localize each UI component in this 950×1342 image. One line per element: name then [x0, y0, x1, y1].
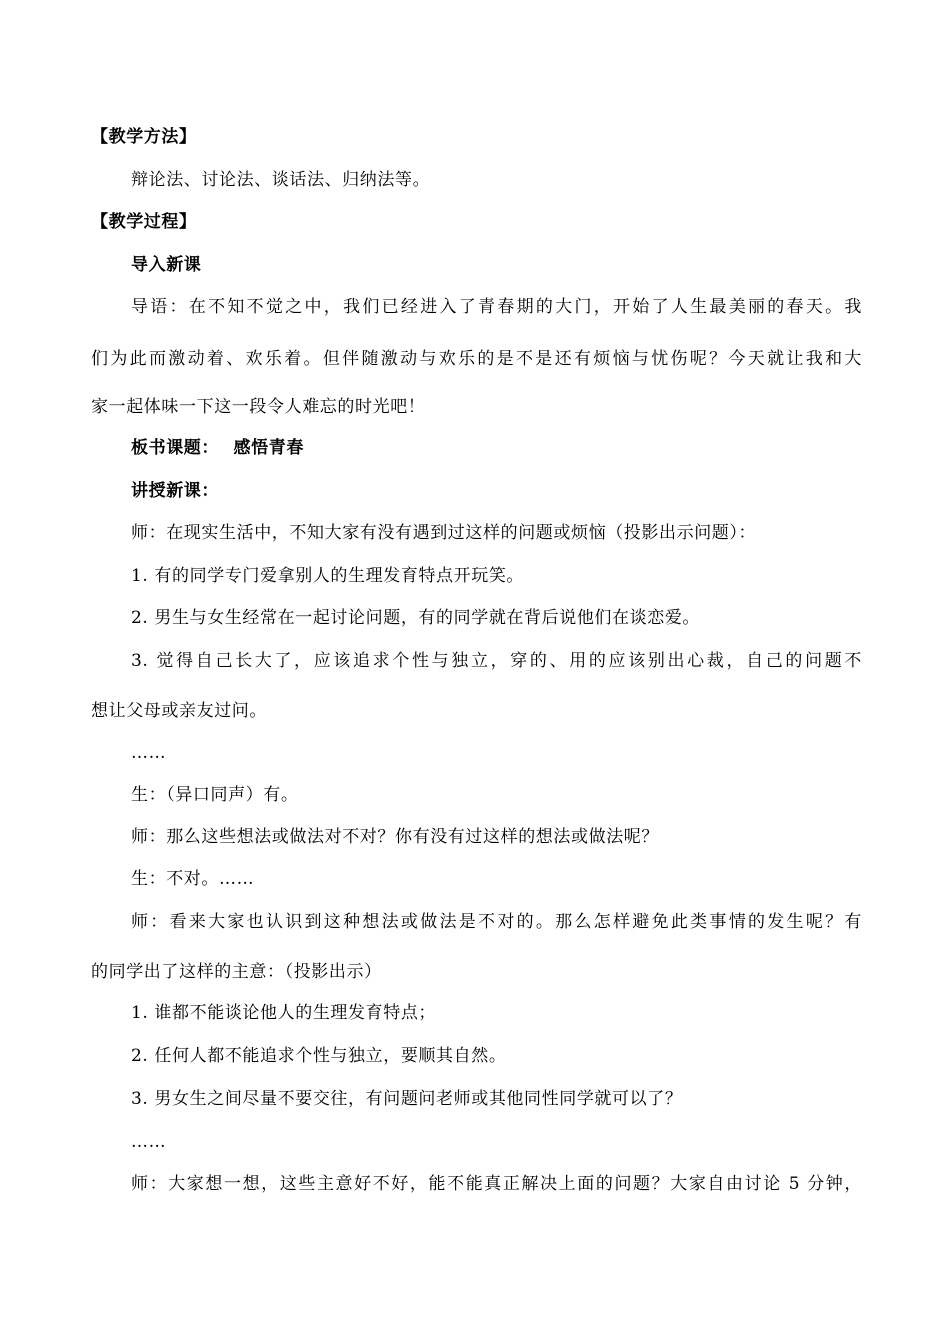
intro-paragraph-line: 家一起体味一下这一段令人难忘的时光吧！	[91, 397, 426, 417]
teacher-question: 师：在现实生活中，不知大家有没有遇到过这样的问题或烦恼（投影出示问题）：	[131, 523, 757, 543]
board-title-label: 板书课题：	[131, 438, 219, 458]
idea-item: 3. 男女生之间尽量不要交往，有问题问老师或其他同性同学就可以了？	[131, 1089, 683, 1109]
teacher-question-line: 的同学出了这样的主意：（投影出示）	[91, 962, 382, 982]
teacher-question: 师：那么这些想法或做法对不对？你有没有过这样的想法或做法呢？	[131, 827, 659, 847]
board-title	[131, 437, 304, 459]
idea-item: 1. 谁都不能谈论他人的生理发育特点；	[131, 1003, 437, 1023]
ellipsis: ……	[131, 1132, 167, 1152]
problem-item: 2. 男生与女生经常在一起讨论问题，有的同学就在背后说他们在谈恋爱。	[131, 608, 701, 628]
student-answer: 生：不对。……	[131, 869, 255, 889]
problem-item-continuation: 想让父母或亲友过问。	[91, 701, 267, 721]
ellipsis: ……	[131, 743, 167, 763]
intro-heading: 导入新课	[131, 255, 202, 275]
idea-item: 2. 任何人都不能追求个性与独立，要顺其自然。	[131, 1046, 507, 1066]
lecture-heading: 讲授新课：	[131, 481, 219, 501]
intro-paragraph-line: 导语：在不知不觉之中，我们已经进入了青春期的大门，开始了人生最美丽的春天。我	[131, 297, 862, 317]
intro-paragraph-line: 们为此而激动着、欢乐着。但伴随激动与欢乐的是不是还有烦恼与忧伤呢？今天就让我和大	[91, 349, 862, 369]
methods-heading: 【教学方法】	[91, 127, 197, 147]
process-heading: 【教学过程】	[91, 212, 197, 232]
problem-item: 3. 觉得自己长大了，应该追求个性与独立，穿的、用的应该别出心裁，自己的问题不	[131, 651, 862, 671]
methods-text: 辩论法、讨论法、谈话法、归纳法等。	[131, 170, 431, 190]
student-answer: 生：（异口同声）有。	[131, 785, 299, 805]
board-title-value: 感悟青春	[233, 438, 304, 458]
problem-item: 1. 有的同学专门爱拿别人的生理发育特点开玩笑。	[131, 566, 525, 586]
teacher-question: 师：大家想一想，这些主意好不好，能不能真正解决上面的问题？大家自由讨论 5 分钟，	[131, 1174, 862, 1194]
teacher-question-line: 师：看来大家也认识到这种想法或做法是不对的。那么怎样避免此类事情的发生呢？有	[131, 912, 862, 932]
